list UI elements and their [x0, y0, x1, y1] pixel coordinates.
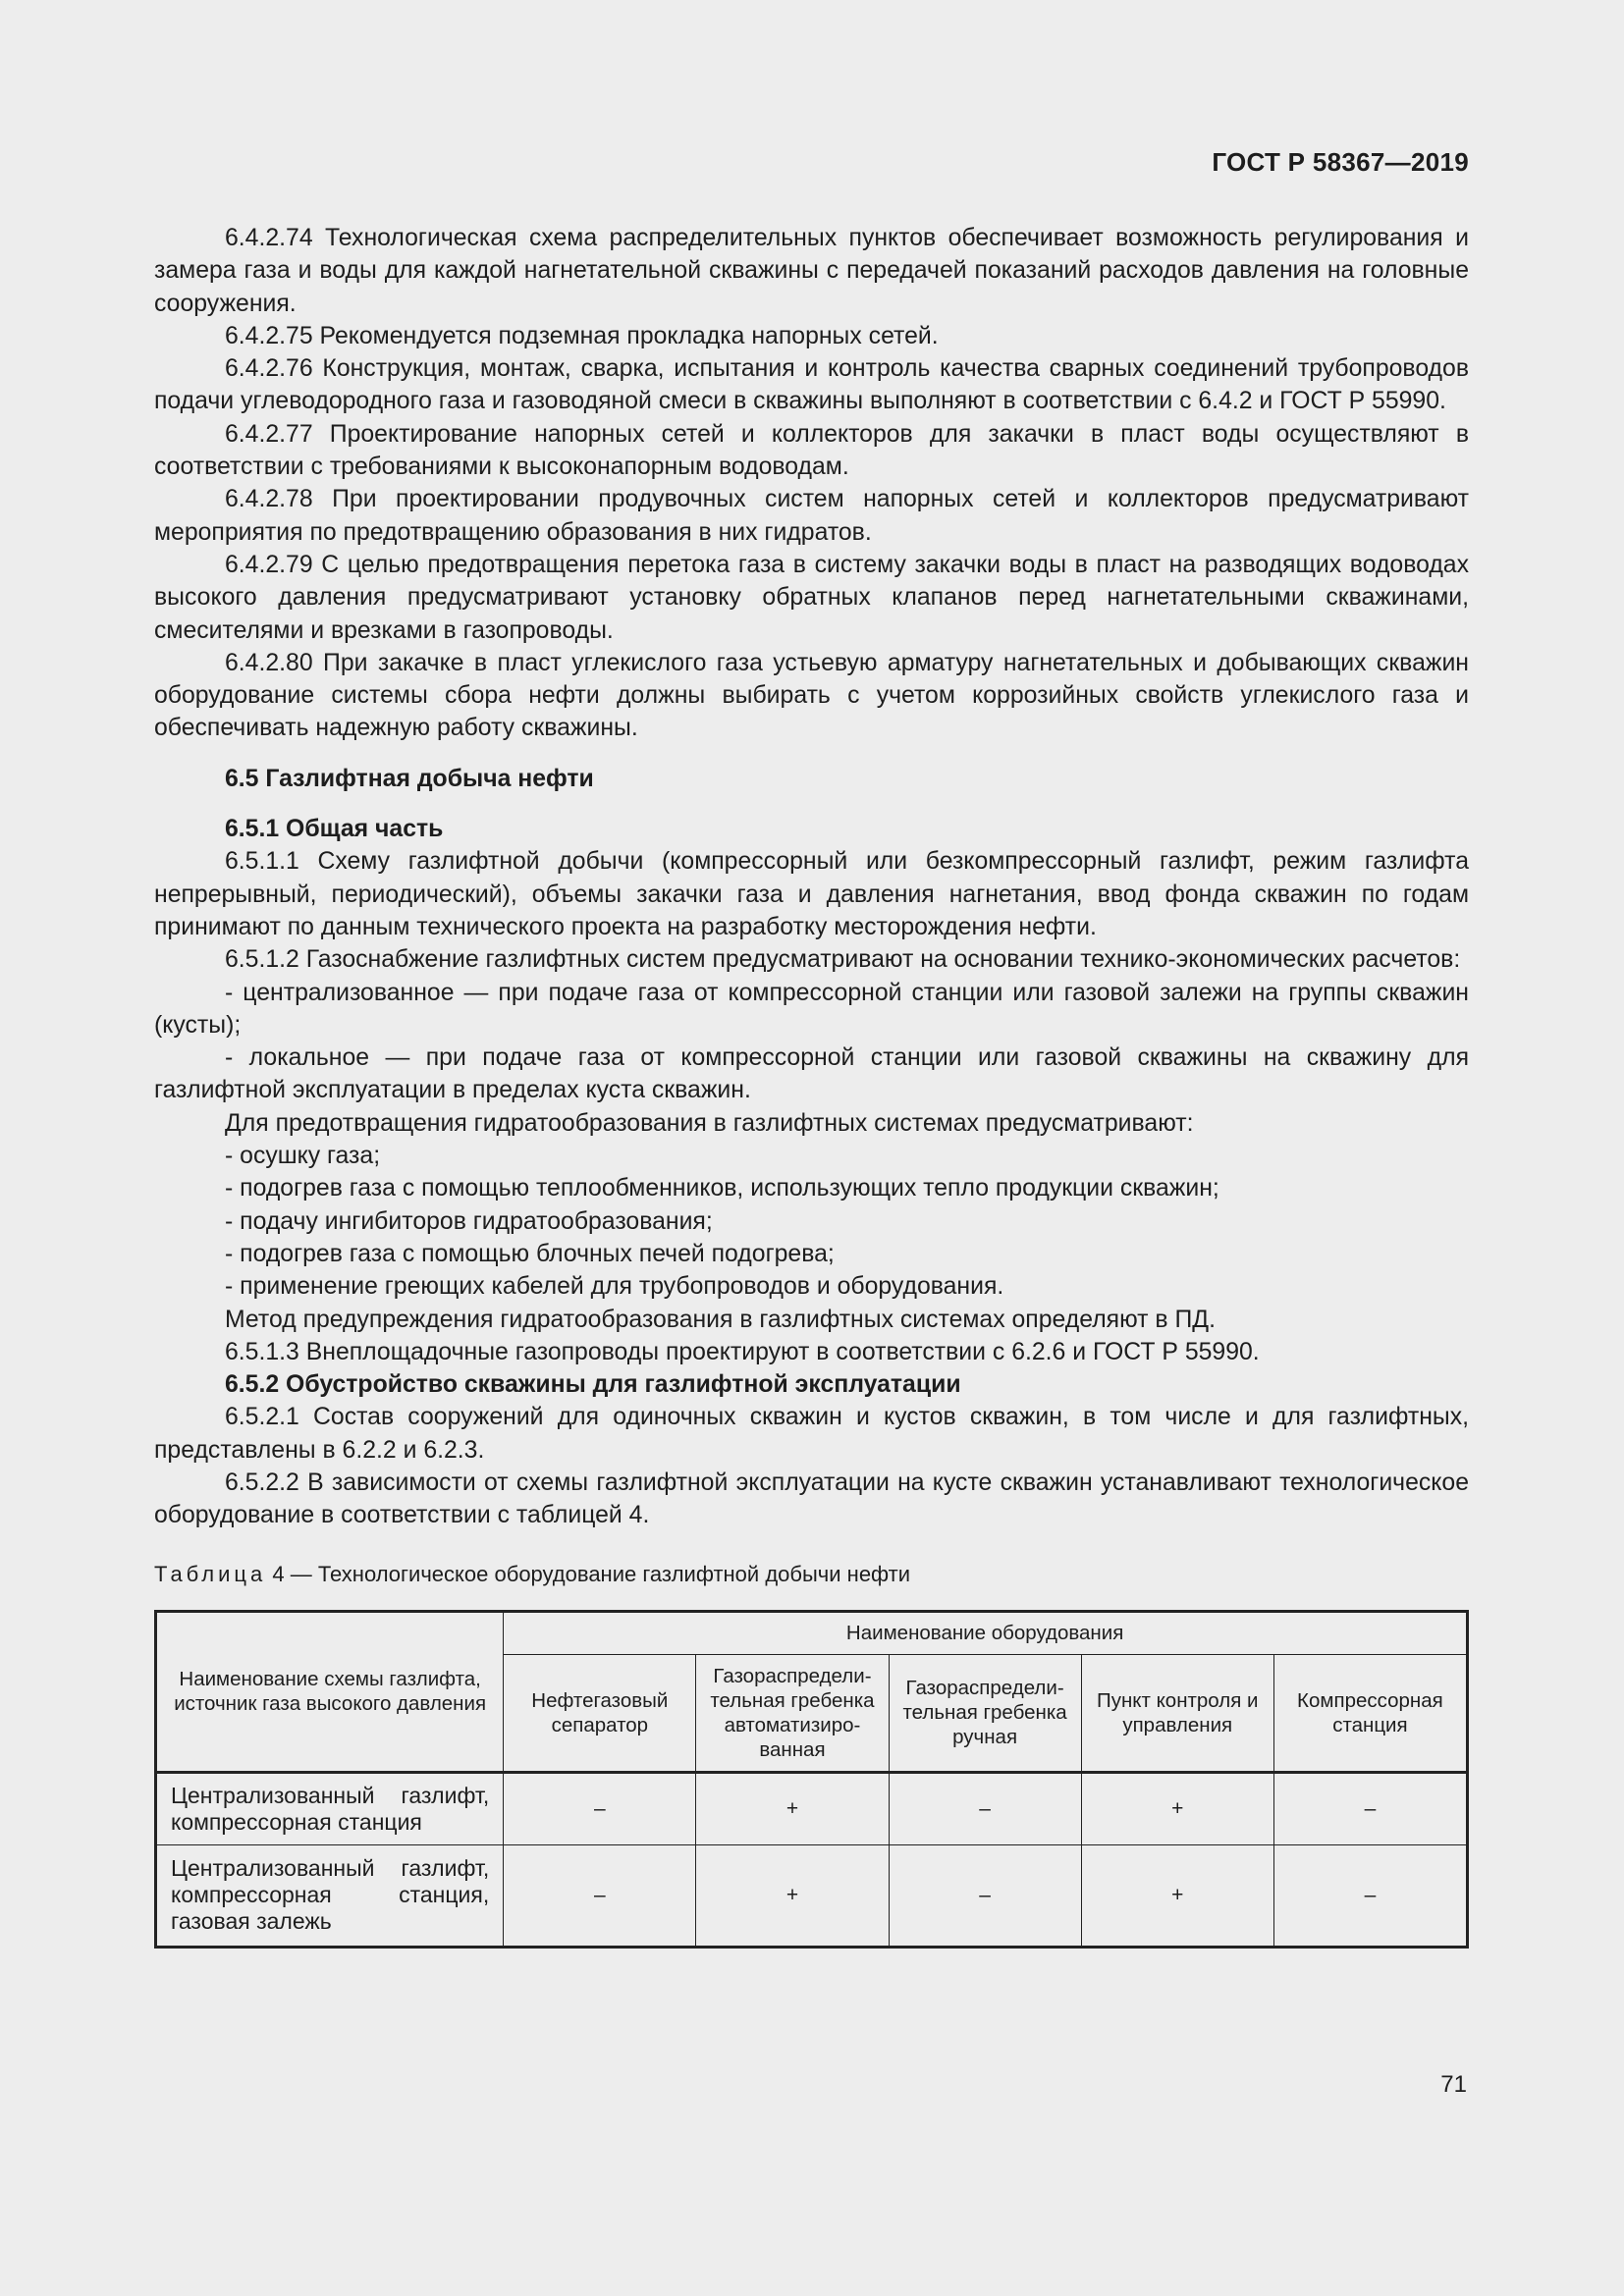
section-heading: 6.5 Газлифтная добыча нефти: [225, 765, 594, 792]
table-row: [156, 1844, 1468, 1947]
paragraph: 6.4.2.78 При проектировании продувочных систем напорных сетей и коллекторов предусматривают мероприятия по предотвращению образования в них гидратов.: [154, 486, 1469, 546]
table-column-header: Газораспределительная гребенка ручная: [889, 1654, 1081, 1772]
table-cell: –: [504, 1772, 696, 1844]
subsection-heading: 6.5.2 Обустройство скважины для газлифтной эксплуатации: [225, 1371, 961, 1399]
table-cell: +: [1081, 1844, 1273, 1947]
list-item: - подачу ингибиторов гидратообразования;: [225, 1207, 713, 1235]
table-column-header: Пункт контроля и управления: [1081, 1654, 1273, 1772]
page-number: 71: [1440, 2071, 1467, 2098]
list-item: - локальное — при подаче газа от компрессорной станции или газовой скважины на скважину для газлифтной эксплуатации в пределах куста скважин.: [154, 1044, 1469, 1104]
table-cell: –: [889, 1844, 1081, 1947]
table-group-header: Наименование оборудования: [504, 1611, 1468, 1654]
table-column-header: Компрессорная станция: [1273, 1654, 1467, 1772]
paragraph: 6.5.1.3 Внеплощадочные газопроводы проектируют в соответствии с 6.2.6 и ГОСТ Р 55990.: [225, 1338, 1260, 1365]
paragraph: 6.4.2.75 Рекомендуется подземная прокладка напорных сетей.: [225, 322, 939, 349]
paragraph: 6.4.2.74 Технологическая схема распределительных пунктов обеспечивает возможность регулирования и замера газа и воды для каждой нагнетательной скважины с передачей показаний расходов давления на головные сооружения.: [154, 225, 1469, 317]
table-row-name: Централизованный газлифт, компрессорная станция, газовая залежь: [156, 1844, 504, 1947]
paragraph: 6.5.2.2 В зависимости от схемы газлифтной эксплуатации на кусте скважин устанавливают технологическое оборудование в соответствии с таблицей 4.: [154, 1468, 1469, 1529]
table-row-header: Наименование схемы газлифта, источник газа высокого давления: [156, 1611, 504, 1772]
table-row: [156, 1772, 1468, 1844]
paragraph: Метод предупреждения гидратообразования в газлифтных системах определяют в ПД.: [225, 1306, 1216, 1333]
table-cell: +: [696, 1772, 889, 1844]
table-cell: –: [1273, 1844, 1467, 1947]
table-column-header: Газораспределительная гребенка автоматизированная: [696, 1654, 889, 1772]
list-item: - применение греющих кабелей для трубопроводов и оборудования.: [225, 1273, 1004, 1301]
paragraph: 6.4.2.79 С целью предотвращения перетока газа в систему закачки воды в пласт на разводящих водоводах высокого давления предусматривают установку обратных клапанов перед нагнетательными скважинами, смесителями и врезками в газопроводы.: [154, 551, 1469, 644]
table-column-header: Нефтегазовый сепаратор: [504, 1654, 696, 1772]
list-item: - подогрев газа с помощью теплообменников, использующих тепло продукции скважин;: [225, 1175, 1219, 1202]
paragraph: 6.4.2.76 Конструкция, монтаж, сварка, испытания и контроль качества сварных соединений трубопроводов подачи углеводородного газа и газоводяной смеси в скважины выполняют в соответствии с 6.4.2 и ГОСТ Р 55990.: [154, 355, 1469, 415]
paragraph: 6.4.2.80 При закачке в пласт углекислого газа устьевую арматуру нагнетательных и добывающих скважин оборудование системы сбора нефти должны выбирать с учетом коррозийных свойств углекислого газа и обеспечивать надежную работу скважины.: [154, 649, 1469, 742]
document-code-header: ГОСТ Р 58367—2019: [1212, 147, 1469, 177]
table-cell: –: [504, 1844, 696, 1947]
table-caption: [154, 1560, 1469, 1589]
paragraph: 6.4.2.77 Проектирование напорных сетей и коллекторов для закачки в пласт воды осуществляют в соответствии с требованиями к высоконапорным водоводам.: [154, 420, 1469, 481]
list-item: - осушку газа;: [225, 1143, 381, 1170]
equipment-table: [154, 1610, 1469, 1949]
paragraph: Для предотвращения гидратообразования в газлифтных системах предусматривают:: [225, 1109, 1194, 1137]
paragraph: 6.5.1.2 Газоснабжение газлифтных систем предусматривают на основании технико-экономических расчетов:: [225, 946, 1461, 974]
table-cell: –: [889, 1772, 1081, 1844]
table-caption-title: 4 — Технологическое оборудование газлифтной добычи нефти: [266, 1561, 911, 1586]
table-cell: +: [1081, 1772, 1273, 1844]
table-cell: –: [1273, 1772, 1467, 1844]
list-item: - подогрев газа с помощью блочных печей подогрева;: [225, 1240, 835, 1267]
paragraph: 6.5.2.1 Состав сооружений для одиночных скважин и кустов скважин, в том числе и для газлифтных, представлены в 6.2.2 и 6.2.3.: [154, 1404, 1469, 1464]
table-caption-label: Таблица: [154, 1561, 267, 1586]
subsection-heading: 6.5.1 Общая часть: [225, 816, 444, 843]
list-item: - централизованное — при подаче газа от компрессорной станции или газовой залежи на группы скважин (кусты);: [154, 979, 1469, 1039]
document-body: [154, 222, 1469, 1949]
table-cell: +: [696, 1844, 889, 1947]
table-row-name: Централизованный газлифт, компрессорная станция: [156, 1772, 504, 1844]
paragraph: 6.5.1.1 Схему газлифтной добычи (компрессорный или безкомпрессорный газлифт, режим газлифта непрерывный, периодический), объемы закачки газа и давления нагнетания, ввод фонда скважин по годам принимают по данным технического проекта на разработку месторождения нефти.: [154, 848, 1469, 940]
